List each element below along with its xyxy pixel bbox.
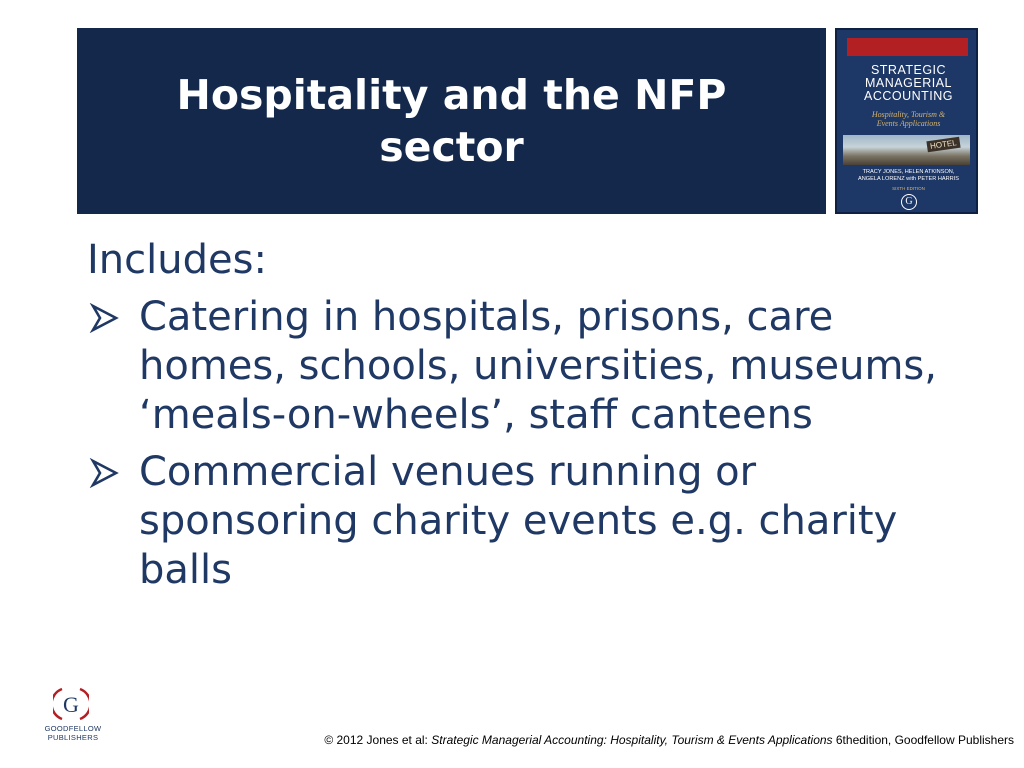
goodfellow-g-logo-icon (53, 686, 89, 722)
bullet-text: Commercial venues running or sponsoring charity events e.g. charity balls (139, 449, 898, 593)
footer-prefix: © 2012 Jones et al: (324, 733, 432, 747)
bullet-item (87, 448, 967, 595)
book-cover-title-line: STRATEGIC (870, 63, 947, 77)
book-cover-authors (841, 169, 976, 183)
book-cover-blurb-band (847, 38, 968, 56)
logo-mark-letter: G (63, 692, 79, 717)
intro-text: Includes: (87, 237, 267, 283)
slide-title: Hospitality and the NFP sector (176, 71, 727, 171)
publisher-name-line: PUBLISHERS (47, 733, 99, 742)
book-cover-title (843, 64, 974, 103)
book-cover-subtitle-line: Events Applications (876, 119, 941, 128)
arrowhead-bullet-icon (89, 303, 119, 333)
book-cover-edition: SIXTH EDITION (892, 186, 925, 191)
publisher-name (40, 724, 106, 742)
arrowhead-bullet-icon (89, 458, 119, 488)
slide-body (87, 236, 967, 603)
book-cover-photo (843, 135, 970, 165)
bullet-text: Catering in hospitals, prisons, care homes, schools, universities, museums, ‘meals-on-wheels’, staff canteens (139, 294, 937, 438)
book-cover-logo-icon: G (901, 194, 917, 210)
book-cover-title-line: ACCOUNTING (863, 89, 954, 103)
bullet-item (87, 293, 967, 440)
book-cover-image (835, 28, 978, 214)
goodfellow-publishers-logo (40, 686, 106, 750)
book-cover-author-line: ANGELA LORENZ with PETER HARRIS (857, 176, 960, 182)
copyright-footer (324, 733, 1014, 747)
book-cover-subtitle (843, 110, 974, 128)
book-cover-title-line: MANAGERIAL (865, 76, 952, 90)
publisher-name-line: GOODFELLOW (44, 724, 102, 733)
footer-book-title: Strategic Managerial Accounting: Hospitality, Tourism & Events Applications (431, 733, 833, 747)
footer-suffix: 6thedition, Goodfellow Publishers (832, 733, 1014, 747)
book-cover-subtitle-line: Hospitality, Tourism & (871, 110, 946, 119)
book-cover-hotel-sign: HOTEL (927, 137, 961, 152)
book-cover-author-line: TRACY JONES, HELEN ATKINSON, (862, 169, 955, 175)
title-banner (77, 28, 826, 214)
